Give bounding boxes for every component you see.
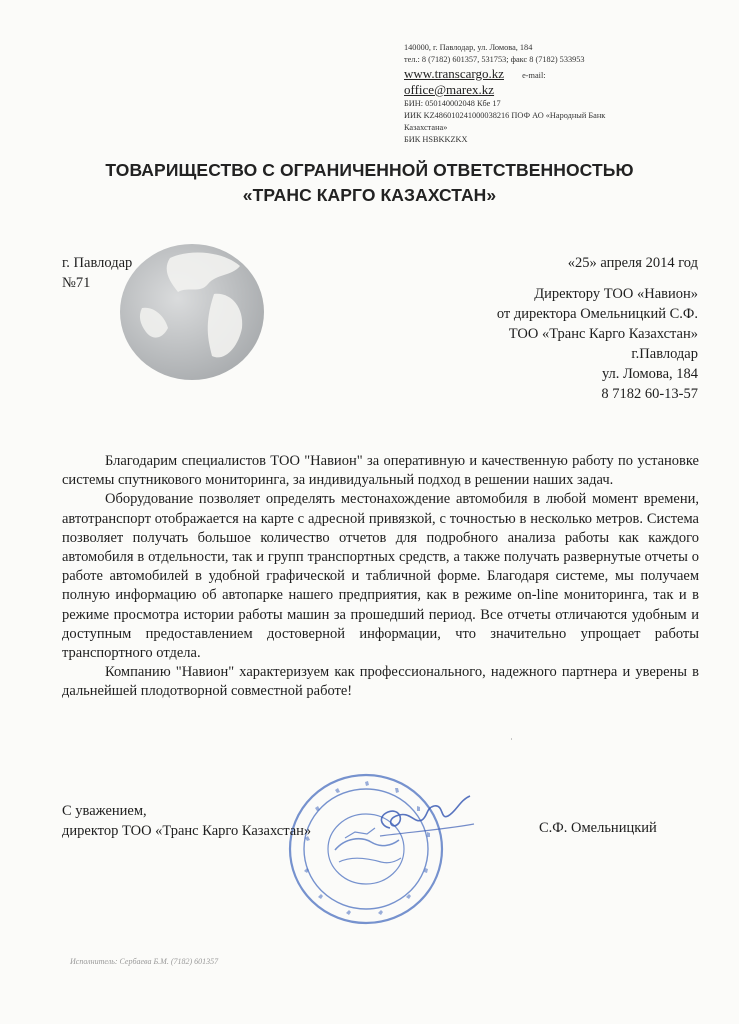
addressee-line: Директору ТОО «Навион» xyxy=(534,286,698,302)
city-label: г. Павлодар xyxy=(62,255,133,271)
addressee-line: ул. Ломова, 184 xyxy=(601,366,698,382)
body-paragraph: Компанию "Навион" характеризуем как профессионального, надежного партнера и уверены в дальнейшей плодотворной совместной работе! xyxy=(62,664,699,700)
email-label: e-mail: xyxy=(522,71,546,80)
closing-block xyxy=(62,801,311,841)
addressee-line: от директора Омельницкий С.Ф. xyxy=(496,306,698,322)
iik-line-2: Казахстана» xyxy=(404,123,448,132)
addressee-block xyxy=(497,284,698,404)
addressee-line: 8 7182 60-13-57 xyxy=(601,386,698,402)
letter-origin xyxy=(62,253,132,293)
closing-greeting: С уважением, xyxy=(62,803,147,819)
address-line: 140000, г. Павлодар, ул. Ломова, 184 xyxy=(404,43,533,52)
email-link[interactable]: office@marex.kz xyxy=(404,82,495,97)
globe-watermark-icon xyxy=(112,236,272,384)
iik-line: ИИК KZ486010241000038216 ПОФ АО «Народный Банк xyxy=(404,111,606,120)
letter-body xyxy=(62,452,699,702)
body-paragraph: Благодарим специалистов ТОО "Навион" за оперативную и качественную работу по установке системы спутникового мониторинга, за индивидуальный подход в решении наших задач. xyxy=(62,453,699,489)
executor-note: Исполнитель: Сербаева Б.М. (7182) 601357 xyxy=(70,957,219,966)
body-paragraph: Оборудование позволяет определять местонахождение автомобиля в любой момент времени, автотранспорт отображается на карте с адресной привязкой, с точностью в несколько метров. Система позволяет получать большое количество отчетов для подробного анализа работы как каждого автомобиля в отдельности, так и групп транспортных средств, а также получать развернутые отчеты о работе автомобилей в удобной графической и табличной форме. Благодаря системе, мы получаем полную информацию об автопарке нашего предприятия, как в режиме on-line мониторинга, так и в режиме просмотра истории работы машин за прошедший период. Все отчеты отличаются удобным и доступным предоставлением достоверной информации, что значительно упрощает работы транспортного отдела. xyxy=(62,491,699,662)
addressee-line: ТОО «Транс Карго Казахстан» xyxy=(508,326,698,342)
signer-name: С.Ф. Омельницкий xyxy=(539,820,657,836)
bik-line: БИК HSBKKZKX xyxy=(404,135,468,144)
company-name-heading xyxy=(0,158,739,208)
company-name-line-1: ТОВАРИЩЕСТВО С ОГРАНИЧЕННОЙ ОТВЕТСТВЕННОСТЬЮ xyxy=(105,160,634,180)
company-name-line-2: «ТРАНС КАРГО КАЗАХСТАН» xyxy=(242,185,497,205)
website-link[interactable]: www.transcargo.kz xyxy=(404,66,504,81)
company-contacts xyxy=(404,42,704,146)
bin-line: БИН: 050140002048 Кбе 17 xyxy=(404,99,501,108)
scan-mark: ʿ xyxy=(510,737,513,747)
phones-line: тел.: 8 (7182) 601357, 531753; факс 8 (7182) 533953 xyxy=(404,55,585,64)
letter-number: №71 xyxy=(62,275,91,291)
addressee-line: г.Павлодар xyxy=(631,346,698,362)
signature-icon xyxy=(370,790,480,846)
letter-date: «25» апреля 2014 год xyxy=(567,255,698,271)
closing-position: директор ТОО «Транс Карго Казахстан» xyxy=(62,823,312,839)
